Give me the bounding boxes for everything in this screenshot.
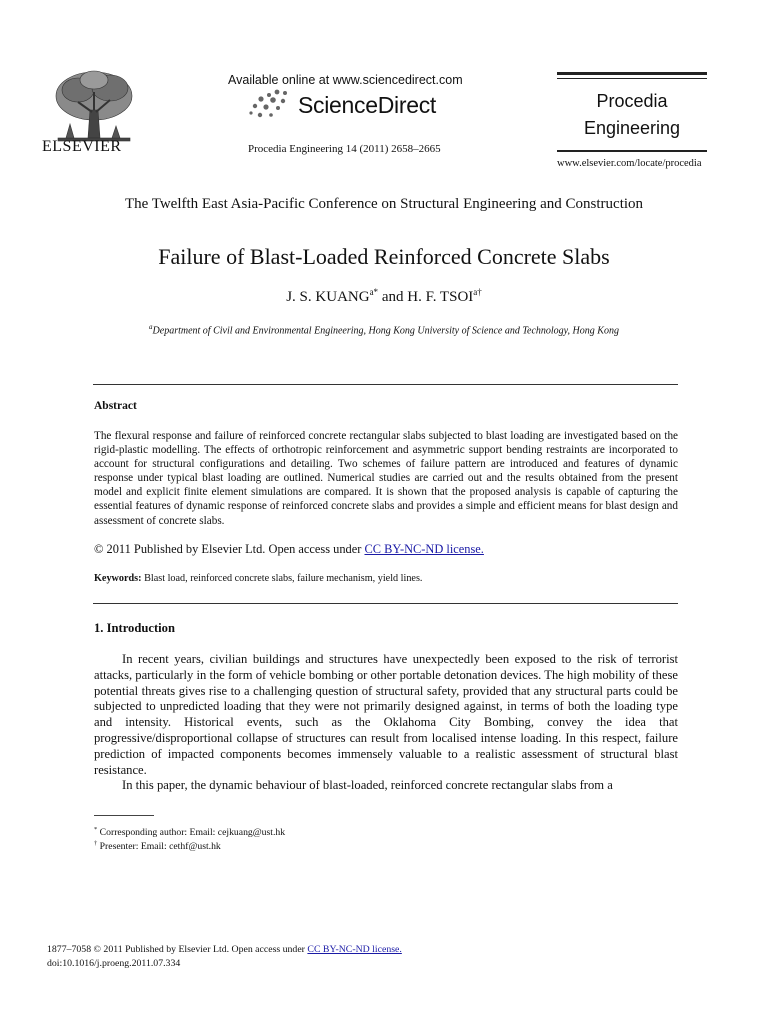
author-1-marker: a* xyxy=(369,287,379,297)
sciencedirect-dots-icon xyxy=(247,88,295,122)
journal-name-line2: Engineering xyxy=(583,118,681,138)
abstract-heading: Abstract xyxy=(94,400,137,412)
keywords-label: Keywords: xyxy=(94,573,142,584)
license-link[interactable]: CC BY-NC-ND license. xyxy=(364,542,484,556)
footnote-text: Presenter: Email: cethf@ust.hk xyxy=(97,841,221,853)
journal-name-line1: Procedia xyxy=(596,91,668,111)
introduction-body xyxy=(94,652,678,794)
conference-name: The Twelfth East Asia-Pacific Conference on Structural Engineering and Construction xyxy=(124,196,644,212)
footer-issn-text: 1877–7058 © 2011 Published by Elsevier Ltd. Open access under xyxy=(47,944,308,955)
author-conjunction: and xyxy=(378,289,408,305)
journal-name xyxy=(557,88,707,142)
abstract-body: The flexural response and failure of reinforced concrete rectangular slabs subjected to blast loading are investigated based on the rigid-plastic modelling. The effects of orthotropic reinforcement and asymmetric support bending restraints are incorporated to account for structural configurations and detailing. Two schemes of failure pattern are introduced and features of dynamic response under typical blast loading are outlined. Numerical studies are carried out and the results obtained from the present model and explicit finite element simulations are compared. It is shown that the proposed analysis is capable of capturing the essential features of dynamic response of reinforced concrete slabs and provides a simple and efficient means for blast design and assessment of concrete slabs. xyxy=(94,430,678,527)
abstract-bottom-rule xyxy=(93,603,678,604)
abstract-top-rule xyxy=(93,384,678,385)
author-1: J. S. KUANG xyxy=(286,289,370,305)
journal-box-rule-top xyxy=(557,72,707,75)
footer-issn-line xyxy=(47,944,402,955)
footnote-marker: † xyxy=(94,840,98,847)
paper-title: Failure of Blast-Loaded Reinforced Concrete Slabs xyxy=(158,244,610,269)
journal-url[interactable]: www.elsevier.com/locate/procedia xyxy=(557,158,702,169)
keywords-line xyxy=(94,573,422,584)
copyright-text: © 2011 Published by Elsevier Ltd. Open access under xyxy=(94,542,365,556)
journal-box-rule-top-thin xyxy=(557,78,707,79)
affiliation-marker: a xyxy=(149,323,153,331)
footnote-marker: * xyxy=(94,826,98,833)
journal-box-rule-bottom xyxy=(557,150,707,152)
footnote-text: Corresponding author: Email: cejkuang@ust.hk xyxy=(97,827,286,839)
author-2-marker: a† xyxy=(473,287,482,297)
publisher-name: ELSEVIER xyxy=(42,138,122,155)
copyright-line xyxy=(94,542,484,557)
affiliation-text: Department of Civil and Environmental Engineering, Hong Kong University of Science and Technology, Hong Kong xyxy=(152,325,619,337)
journal-citation: Procedia Engineering 14 (2011) 2658–2665 xyxy=(248,143,441,155)
introduction-paragraph-1: In recent years, civilian buildings and structures have unexpectedly been exposed to the risk of terrorist attacks, particularly in the form of vehicle bombing or other portable detonation devices. The high mobility of these potential threats gives rise to a challenging question of structural safety, provided that any structural parts could be subjected to unpredicted loading that they were not primarily designed against, in terms of both the loading type and intensity. Historical events, such as the Oklahoma City Bombing, convey the idea that progressive/disproportional collapse of structures can result from localised intense loading. In this respect, failure prediction of impacted components becomes immensely valuable to a realistic assessment of structural blast resistance. xyxy=(94,652,678,777)
introduction-paragraph-2: In this paper, the dynamic behaviour of blast-loaded, reinforced concrete rectangular slabs from a xyxy=(122,778,613,793)
footer-doi: doi:10.1016/j.proeng.2011.07.334 xyxy=(47,958,181,969)
footnote-rule xyxy=(94,815,154,816)
footer-license-link[interactable]: CC BY-NC-ND license. xyxy=(307,944,402,955)
available-online-text: Available online at www.sciencedirect.com xyxy=(228,73,463,87)
author-2: H. F. TSOI xyxy=(407,289,474,305)
footnote-corresponding-author xyxy=(94,826,285,838)
keywords-text: Blast load, reinforced concrete slabs, failure mechanism, yield lines. xyxy=(141,573,423,584)
section-heading-introduction: 1. Introduction xyxy=(94,621,175,635)
footnote-presenter xyxy=(94,840,221,852)
affiliation xyxy=(0,323,768,336)
author-line xyxy=(0,287,768,306)
sciencedirect-wordmark: ScienceDirect xyxy=(298,92,436,118)
